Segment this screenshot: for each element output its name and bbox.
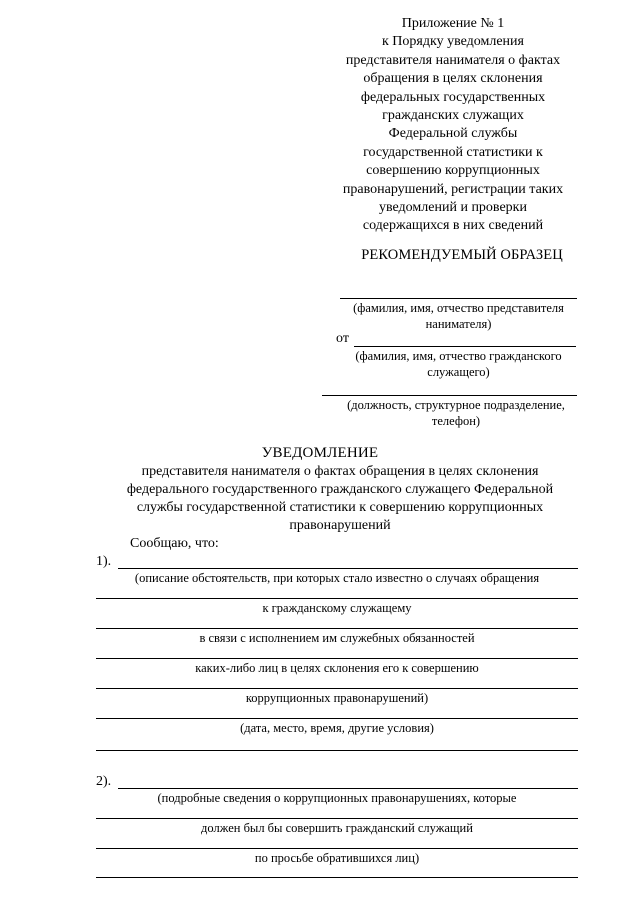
item-2-line [96,877,578,878]
item-2-line [96,848,578,849]
item-1-caption: (дата, место, время, другие условия) [240,721,434,735]
item-1-line [96,598,578,599]
caption-line: служащего) [427,365,490,379]
item-2-line [96,818,578,819]
appendix-line: обращения в целях склонения [363,71,543,87]
appendix-line: правонарушений, регистрации таких [342,181,564,197]
item-1-line [96,688,578,689]
item-1-line [96,750,578,751]
caption-line: (фамилия, имя, отчество гражданского [355,349,562,363]
subtitle-line: представителя нанимателя о фактах обращения в целях склонения [141,464,539,479]
item-1-line [96,718,578,719]
appendix-header [322,15,584,236]
appendix-line: Федеральной службы [388,126,518,142]
item-1-caption: (описание обстоятельств, при которых стало известно о случаях обращения [134,571,540,585]
employee-name-line [354,346,576,347]
appendix-line: представителя нанимателя о фактах [345,52,561,68]
position-caption [322,397,590,429]
item-1-caption: коррупционных правонарушений) [245,691,429,705]
position-line [322,395,577,396]
appendix-line: уведомлений и проверки [379,200,527,216]
notice-subtitle [100,463,580,535]
item-1-caption: каких-либо лиц в целях склонения его к совершению [195,661,479,675]
appendix-line: к Порядку уведомления [382,34,524,50]
item-2-caption: должен был бы совершить гражданский служащий [201,821,473,835]
subtitle-line: правонарушений [289,518,391,533]
notice-title: УВЕДОМЛЕНИЕ [261,445,379,461]
caption-line: (фамилия, имя, отчество представителя [353,301,564,315]
appendix-line: федеральных государственных [360,89,546,105]
item-1-line [96,658,578,659]
item-1-caption: к гражданскому служащему [262,601,412,615]
caption-line: нанимателя) [425,317,492,331]
subtitle-line: федерального государственного гражданского служащего Федеральной [126,482,554,497]
item-2-caption: (подробные сведения о коррупционных правонарушениях, которые [157,791,517,805]
item-2-number: 2). [96,774,112,789]
intro-text: Сообщаю, что: [130,536,219,551]
caption-line: (должность, структурное подразделение, [347,398,565,412]
appendix-line: содержащихся в них сведений [362,218,544,234]
subtitle-line: службы государственной статистики к совершению коррупционных [136,500,544,515]
appendix-line: гражданских служащих [382,108,524,124]
employer-caption [340,300,577,332]
appendix-line: Приложение № 1 [401,16,505,31]
item-1-line [118,568,578,569]
employer-name-line [340,298,577,299]
item-2-line [118,788,578,789]
item-2-caption: по просьбе обратившихся лиц) [254,851,420,865]
employee-caption [340,348,577,380]
item-1-caption: в связи с исполнением им служебных обязанностей [199,631,475,645]
item-1-number: 1). [96,554,112,569]
appendix-line: государственной статистики к [363,144,543,160]
recommended-sample-label: РЕКОМЕНДУЕМЫЙ ОБРАЗЕЦ [361,247,563,263]
item-1-line [96,628,578,629]
appendix-line: совершению коррупционных [366,163,540,179]
caption-line: телефон) [431,414,481,428]
from-label: от [336,331,349,346]
